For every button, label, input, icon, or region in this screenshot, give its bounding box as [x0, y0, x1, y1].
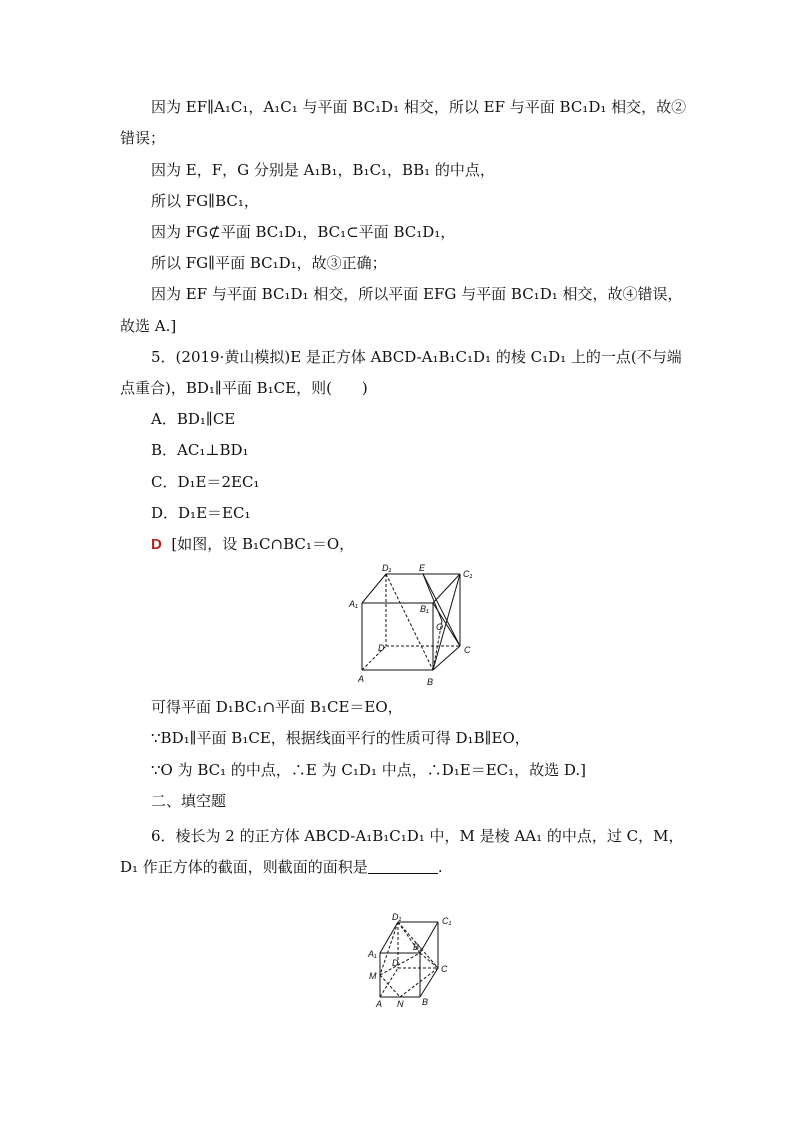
cube-figure-1 — [340, 560, 490, 690]
label-b1: B₁ — [420, 604, 429, 614]
label-b: B — [427, 677, 434, 687]
cube-figure-2 — [364, 910, 464, 1010]
question-5-stem-1: 5．(2019·黄山模拟)E 是正方体 ABCD-A₁B₁C₁D₁ 的棱 C₁D₁ 上的一点(不与端 — [151, 348, 682, 366]
answer-explain-1: [如图，设 B₁C∩BC₁＝O， — [171, 535, 355, 553]
label-b-2: B — [422, 997, 429, 1007]
label-a1: A₁ — [349, 599, 358, 609]
label-c1-2: C₁ — [442, 916, 452, 926]
label-d: D — [378, 643, 385, 653]
question-5-stem-2: 点重合)，BD₁∥平面 B₁CE，则( ) — [120, 379, 368, 397]
line-q4-explain-5: 因为 FG⊄平面 BC₁D₁，BC₁⊂平面 BC₁D₁， — [151, 223, 456, 241]
answer-explain-2: 可得平面 D₁BC₁∩平面 B₁CE＝EO， — [151, 698, 403, 716]
line-q4-explain-7: 因为 EF 与平面 BC₁D₁ 相交，所以平面 EFG 与平面 BC₁D₁ 相交，故④错误， — [151, 285, 683, 303]
label-d-2: D — [392, 958, 399, 968]
option-c: C．D₁E＝2EC₁ — [151, 473, 260, 491]
answer-explain-3: ∵BD₁∥平面 B₁CE，根据线面平行的性质可得 D₁B∥EO， — [151, 729, 530, 747]
label-a1-2: A₁ — [368, 949, 377, 959]
question-6-text: D₁ 作正方体的截面，则截面的面积是 — [120, 858, 368, 876]
label-m-2: M — [369, 971, 377, 981]
line-q4-explain-2: 错误； — [120, 129, 166, 147]
answer-line — [151, 534, 354, 555]
line-q4-explain-6: 所以 FG∥平面 BC₁D₁，故③正确； — [151, 254, 387, 272]
question-6-period: . — [437, 858, 443, 876]
section-heading-fill-in: 二、填空题 — [151, 792, 227, 810]
label-c: C — [464, 645, 471, 655]
answer-blank[interactable] — [368, 859, 438, 874]
label-n-2: N — [397, 999, 404, 1009]
option-d: D．D₁E＝EC₁ — [151, 504, 251, 522]
label-c-2: C — [441, 964, 448, 974]
line-q4-explain-4: 所以 FG∥BC₁， — [151, 192, 259, 210]
line-q4-explain-8: 故选 A.] — [120, 317, 177, 335]
label-d1-2: D₁ — [392, 912, 402, 922]
label-o: O — [436, 622, 444, 632]
label-a-2: A — [376, 999, 383, 1009]
label-d1: D₁ — [382, 563, 392, 573]
label-a: A — [358, 674, 365, 684]
question-6-stem-2 — [120, 857, 443, 877]
label-e: E — [419, 563, 426, 573]
question-6-stem-1: 6．棱长为 2 的正方体 ABCD-A₁B₁C₁D₁ 中，M 是棱 AA₁ 的中点，过 C，M， — [151, 827, 684, 845]
line-q4-explain-3: 因为 E，F，G 分别是 A₁B₁，B₁C₁，BB₁ 的中点， — [151, 161, 495, 179]
answer-explain-4: ∵O 为 BC₁ 的中点，∴E 为 C₁D₁ 中点，∴D₁E＝EC₁，故选 D.] — [151, 761, 587, 779]
answer-letter: D — [151, 536, 162, 553]
label-b1-2: B₁ — [413, 942, 422, 952]
line-q4-explain-1: 因为 EF∥A₁C₁，A₁C₁ 与平面 BC₁D₁ 相交，所以 EF 与平面 BC₁D₁ 相交，故② — [151, 98, 687, 116]
option-a: A．BD₁∥CE — [151, 410, 236, 428]
label-c1: C₁ — [463, 569, 473, 579]
option-b: B．AC₁⊥BD₁ — [151, 441, 249, 459]
